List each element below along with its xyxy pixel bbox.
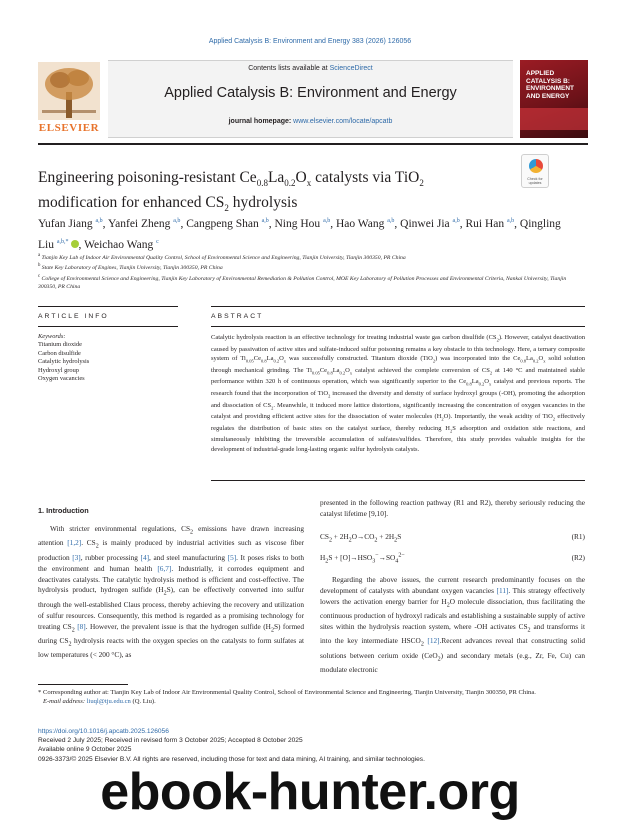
homepage-line [108, 118, 513, 125]
received-dates: Received 2 July 2025; Received in revised form 3 October 2025; Accepted 8 October 2025 [38, 737, 303, 745]
abstract-rule-top [211, 326, 585, 327]
equation-r1-body: $CS_2 + 2H_2O\to CO_2 + 2H_2S$ [320, 532, 402, 544]
info-rule-right [211, 306, 585, 307]
elsevier-wordmark: ELSEVIER [38, 122, 100, 134]
homepage-link[interactable]: www.elsevier.com/locate/apcatb [293, 118, 393, 125]
equation-r1 [320, 532, 585, 543]
author-list: Yufan Jiang $^{a,b}$, Yanfei Zheng $^{a,b}$, Cangpeng Shan $^{a,b}$, Ning Hou $^{a,b}$, Hao Wang $^{a,b}$, Qinwei Jia $^{a,b}$, Rui Han $^{a,b}$, Qingling Liu $^{a,b,*}$ , Weichao Wang $^c$ [38, 217, 561, 251]
abstract-rule-bottom [211, 480, 585, 481]
intro-left-column: With stricter environmental regulations, $CS_2$ emissions have drawn increasing attention [1,2]. $CS_2$ is mainly produced by industrial activities such as viscose fiber production [3], rubber processing [4], and steel manufacturing [5]. It poses risks to both the environment and human health [6,7]. Industrially, it corrodes equipment and deactivates catalysts. The catalytic hydrolysis method is efficient and cost-effective. The hydrolysis product, hydrogen sulfide $(H_2S)$, can be effectively converted into sulfur through the well-established Claus process, thereby achieving the recovery and utilization of sulfur resources. Consequently, this method is regarded as a promising technology for treating $CS_2$ [8]. However, the prevalent issue is that the hydrogen sulfide $(H_2S)$ formed during $CS_2$ hydrolysis reacts with the oxygen species on the catalysts to form sulfates at low temperatures (< 200 °C), as [38, 524, 305, 660]
doi-link[interactable]: https://doi.org/10.1016/j.apcatb.2025.126056 [38, 728, 169, 735]
keyword-item: Oxygen vacancies [38, 375, 85, 383]
affiliations: $^a$ Tianjin Key Lab of Indoor Air Environmental Quality Control, School of Environmental Science and Engineering, Tianjin University, Tianjin 300350, PR China $^b$ State Key Laboratory of Engines, Tianjin University, Tianjin 300350, PR China $^c$ College of Environmental Science and Engineering, Tianjin Key Laboratory of Environmental Remediation & Pollution Control, MOE Key Laboratory of Pollution Processes and Environmental Criteria, Nankai University, Tianjin 300350, PR China [38, 253, 567, 291]
copyright-notice: 0926-3373/© 2025 Elsevier B.V. All rights are reserved, including those for text and data mining, AI training, and similar technologies. [38, 755, 425, 763]
article-info-heading: ARTICLE INFO [38, 313, 109, 320]
sciencedirect-link[interactable]: ScienceDirect [329, 65, 373, 72]
check-updates-label: Check for updates [527, 177, 543, 185]
intro-right-column-top: presented in the following reaction pathway (R1 and R2), thereby seriously reducing the catalyst lifetime [9,10]. [320, 498, 585, 518]
available-online-date: Available online 9 October 2025 [38, 746, 132, 754]
keyword-item: Catalytic hydrolysis [38, 358, 90, 366]
elsevier-logo [38, 62, 100, 136]
keyword-item: Carbon disulfide [38, 349, 81, 357]
contents-prefix: Contents lists available at [248, 65, 330, 72]
keyword-item: Hydroxyl group [38, 366, 80, 374]
corresponding-author-footnote: * Corresponding author at: Tianjin Key Lab of Indoor Air Environmental Quality Control, School of Environmental Science and Engineering, Tianjin University, Tianjin 300350, PR China. E-mail address: liuql@tju.edu.cn (Q. Liu). [38, 689, 536, 705]
abstract-heading: ABSTRACT [211, 313, 264, 320]
watermark-text: ebook-hunter.org [100, 763, 520, 821]
keywords-label: Keywords: [38, 333, 66, 340]
section-heading-introduction: 1. Introduction [38, 506, 89, 515]
journal-cover-image[interactable] [520, 60, 588, 138]
equation-r2-tag: (R2) [571, 553, 585, 562]
equation-r1-tag: (R1) [571, 532, 585, 541]
masthead-divider [38, 143, 588, 145]
footnote-rule [38, 684, 128, 685]
check-updates-icon [529, 159, 543, 173]
cover-band [520, 108, 588, 130]
homepage-prefix: journal homepage: [228, 118, 294, 125]
masthead-banner [108, 60, 513, 138]
journal-title: Applied Catalysis B: Environment and Energy [164, 85, 457, 101]
journal-masthead [38, 60, 588, 138]
article-title: Engineering poisoning-resistant $Ce_{0.8}La_{0.2}O_x$ catalysts via TiO$_2$ modification for enhanced $CS_2$ hydrolysis [38, 169, 424, 214]
equation-r2-body: $H_2S + [O]\to HSO_3^-\to SO_4^{2-}$ [320, 553, 405, 565]
article-footer [38, 727, 588, 764]
journal-reference-link[interactable]: Applied Catalysis B: Environment and Energy 383 (2026) 126056 [208, 38, 412, 45]
keyword-item: Titanium dioxide [38, 341, 82, 349]
cover-title: APPLIED CATALYSIS B: ENVIRONMENT AND ENERGY [526, 70, 575, 100]
contents-line [108, 65, 513, 72]
equation-r2 [320, 553, 585, 565]
check-for-updates-button[interactable] [521, 154, 549, 188]
info-rule-left [38, 306, 178, 307]
keywords-rule-top [38, 326, 178, 327]
keywords-block [38, 333, 178, 383]
abstract-text: Catalytic hydrolysis reaction is an effective technology for treating industrial waste gas carbon disulfide $(CS_2)$. However, catalyst deactivation caused by passivation of active sites and sulfate-induced sulfur poisoning remains a key obstacle to this technology. Here, a ternary composite system of $Ti_{0.05}Ce_{0.8}La_{0.2}O_x$ was successfully constructed. Titanium dioxide (TiO$_2$) was incorporated into the $Ce_{0.8}La_{0.2}O_x$ solid solution through mechanical grinding. The $Ti_{0.05}Ce_{0.8}La_{0.2}O_x$ catalyst achieved the complete conversion of $CS_2$ at 140 °C and maintained stable performance within 320 h of continuous operation, which was significantly superior to the $Ce_{0.8}La_{0.2}O_x$ catalyst and previous reports. The research found that the incorporation of TiO$_2$ increased the diversity and density of surface hydroxyl groups (-OH), promoting the adsorption and dissociation of $CS_2$. Meanwhile, it induced more lattice distortions, significantly increasing the concentration of oxygen vacancies in the catalyst and providing efficient active sites for the dissociation of water molecules $(H_2O)$. Importantly, the weak acidity of TiO$_2$ effectively regulates the distribution of basic sites on the catalyst surface, thereby reducing $H_2S$ adsorption and oxidation side reactions, and simultaneously inhibiting the irreversible accumulation of sulfates/sulfides. Therefore, this study provides valuable insights for the development of industrial-grade long-lasting organic sulfur hydrolysis catalysts. [211, 334, 586, 453]
elsevier-tree-icon [38, 62, 100, 120]
intro-right-column: Regarding the above issues, the current research predominantly focuses on the development of catalysts with abundant oxygen vacancies [11]. This strategy effectively lowers the activation energy barrier for $H_2O$ molecule dissociation, thus facilitating the continuous production of hydroxyl radicals and establishing a sustainable supply of active sites within the hydrolysis reaction system, where -OH activates $CS_2$ and transforms it into the key intermediate $HSCO_2$ [12].Recent advances reveal that constructing solid solutions between cerium oxide (CeO$_2$) and secondary metals (e.g., Zr, Fe, Cu) can modulate electronic [320, 575, 586, 675]
